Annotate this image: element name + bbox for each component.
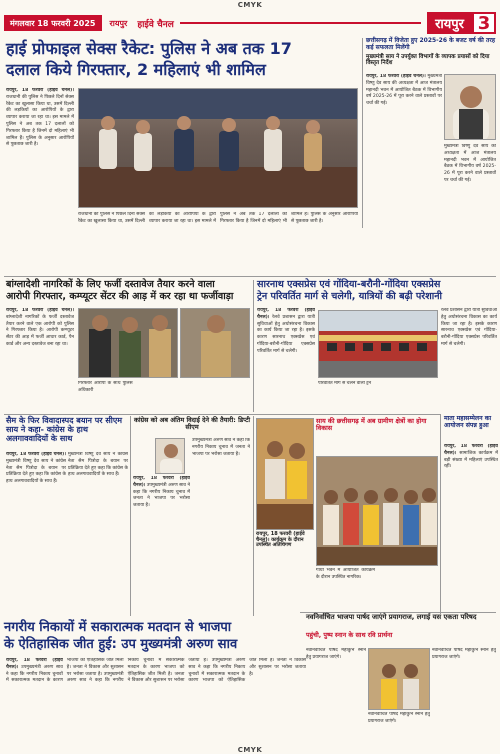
story5-body bbox=[133, 476, 190, 616]
right-bottom-body-2: नवनिर्वाचित पार्षद महाकुंभ स्नान हेतु प्रयागराज जाएंगे। bbox=[432, 648, 496, 660]
story4-body-2: मुख्यमंत्री विष्णु देव साय ने कांग्रेस नेता सैम पित्रोदा के बयान पर प्रतिक्रिया देते हुए कहा कि कांग्रेस के हाथ अलगाववादियों के साथ हैं। bbox=[68, 452, 128, 478]
story6-caption: रायपुर, 18 फरवरी (हाईवे चैनल)। कार्यक्रम के दौरान उपस्थित अतिथिगण bbox=[256, 531, 305, 549]
masthead-tagline: हाईवे चैनल bbox=[137, 19, 174, 30]
lead-photo bbox=[78, 88, 358, 208]
right-top-body-2: मुख्यमंत्री विष्णु देव साय की अध्यक्षता में आज मंत्रालय महानदी भवन में आयोजित बैठक में विभागीय वर्ष 2025-26 में पूरा करने वाले प्रस्तावों पर चर्चा की गई। bbox=[444, 144, 496, 183]
masthead-city: रायपुर bbox=[109, 18, 128, 28]
right-bottom-headline: नवनिर्वाचित भाजपा पार्षद जाएंगे प्रयागराज, लगाई यस एकता परिषद bbox=[306, 613, 477, 621]
column-rule-4 bbox=[253, 416, 254, 616]
right-mid-text: सामाजिक कार्यक्रम में बड़ी संख्या में महिलाएं उपस्थित रहीं। bbox=[444, 450, 498, 470]
story5-body-2: उपमुख्यमंत्री अरुण साव ने कहा कि नगरीय निकाय चुनाव में जनता ने भाजपा पर भरोसा जताया है। bbox=[192, 438, 250, 457]
lead-photo-figures bbox=[79, 89, 358, 208]
story3-text: रेलवे प्रशासन द्वारा यात्री सुविधाओं हेतु अधोसंरचना विकास का कार्य किया जा रहा है। इसके कारण सारनाथ एक्सप्रेस एवं गोंदिया-बरौनी-गोंदिया एक्सप्रेस परिवर्तित मार्ग से चलेगी। bbox=[257, 314, 315, 354]
right-mid-body bbox=[444, 444, 498, 564]
story3-byline: रायपुर, 18 फरवरी (हाईवे चैनल)। bbox=[257, 308, 315, 320]
cmyk-mark-top: CMYK bbox=[237, 1, 263, 9]
bottom-headline-1: नगरीय निकायों में सकारात्मक मतदान से भाजपा bbox=[4, 620, 232, 635]
story3-headline-2: ट्रेन परिवर्तित मार्ग से चलेगी, यात्रियों की बढ़ी परेशानी bbox=[257, 291, 443, 302]
column-rule-5 bbox=[440, 414, 441, 614]
lead-headline-2: दलाल किये गिरफ्तार, 2 महिलाएं भी शामिल bbox=[6, 60, 266, 79]
lead-body-cont: राजधानी की पुलिस ने पिछले दिनों सेक्स रैकेट का खुलासा किया था, उसमें दिल्ली की लड़कियों का आरोपियों के द्वारा व्यापार कराया जा रहा था। इस मामले में पुलिस ने अब तक 17 दलालों को गिरफ्तार किया है जिनमें दो महिलाएं भी शामिल हैं। पुलिस के अनुसार आरोपियों से पूछताछ जारी है। bbox=[78, 212, 358, 224]
story7-body: गांधी भवन में आयोजित कार्यक्रम के दौरान उपस्थित नागरिक। bbox=[316, 568, 375, 580]
bottom-text: उपमुख्यमंत्री अरुण साव ने कहा कि नगरीय निकाय चुनावों में सकारात्मक मतदान के कारण भाजपा को ऐतिहासिक जीत मिली है। जनता ने विकास और सुशासन पर भरोसा जताया है। bbox=[6, 658, 124, 684]
masthead bbox=[4, 12, 496, 34]
masthead-rule bbox=[180, 22, 421, 24]
group-photo-figures bbox=[317, 457, 438, 566]
story2-text: बांग्लादेशी नागरिकों के फर्जी दस्तावेज तैयार करने वाले एक आरोपी को पुलिस ने गिरफ्तार किया है। आरोपी कम्प्यूटर सेंटर की आड़ में फर्जी आधार कार्ड, पैन कार्ड और अन्य दस्तावेज बना रहा था। bbox=[6, 314, 74, 347]
right-bottom-body-3: नवनिर्वाचित पार्षद महाकुंभ स्नान हेतु प्रयागराज जाएंगे। bbox=[368, 712, 430, 724]
story6-photo-figures bbox=[257, 419, 314, 530]
bottom-text-cont: उपमुख्यमंत्री अरुण साव ने कहा कि नगरीय निकाय चुनावों में सकारात्मक मतदान के कारण भाजपा को ऐतिहासिक जीत मिली है। जनता ने विकास और सुशासन पर भरोसा जताया है। bbox=[66, 658, 208, 684]
section-banner bbox=[427, 12, 496, 34]
train-photo bbox=[318, 310, 438, 378]
story2-byline: रायपुर, 18 फरवरी (हाईवे चैनल)। bbox=[6, 308, 74, 313]
column-rule-2 bbox=[253, 280, 254, 412]
story6-photo bbox=[256, 418, 314, 530]
right-bottom-photo-figures bbox=[369, 649, 430, 710]
right-bottom-sub: पहुंची, पुष्प स्नान के साथ रवि प्रार्थना bbox=[306, 631, 393, 639]
story2-caption: गिरफ्तार आरोपी के साथ पुलिस अधिकारी bbox=[78, 381, 133, 393]
right-top-body bbox=[366, 74, 442, 224]
right-top-headline: छत्तीसगढ़ में विजेता हुए 2025-26 के बजट वर्ष की तरह कई सफलता मिलेंगी bbox=[366, 37, 496, 51]
bottom-byline: रायपुर, 18 फरवरी (हाईवे चैनल)। bbox=[6, 658, 63, 670]
story2-photo-figures bbox=[79, 309, 178, 378]
story2-photo-2-figures bbox=[181, 309, 250, 378]
right-top-byline: रायपुर, 18 फरवरी (हाईवे चैनल)। bbox=[366, 74, 426, 79]
right-bottom-body: नवनिर्वाचित पार्षद महाकुंभ स्नान हेतु प्रयागराज जाएंगे। bbox=[306, 648, 366, 660]
story2-photo bbox=[78, 308, 178, 378]
right-bottom-photo bbox=[368, 648, 430, 710]
cmyk-mark-bottom: CMYK bbox=[237, 746, 263, 754]
story2-headline-2: आरोपी गिरफ्तार, कम्प्यूटर सेंटर की आड़ में कर रहा था फर्जीवाड़ा bbox=[6, 291, 234, 302]
story2-photo-2 bbox=[180, 308, 250, 378]
story5-headline: कांग्रेस को अब अंतिम विदाई देने की तैयारी: डिप्टी सीएम bbox=[133, 416, 251, 432]
lead-byline: रायपुर, 18 फरवरी (हाईवे चैनल)। bbox=[6, 88, 74, 93]
train-icon bbox=[319, 311, 438, 378]
bottom-headline-2: के ऐतिहासिक जीत हुई: उप मुख्यमंत्री अरुण साव bbox=[4, 637, 238, 652]
masthead-date: मंगलवार 18 फरवरी 2025 bbox=[4, 15, 102, 31]
right-top-text: मुख्यमंत्री विष्णु देव साय की अध्यक्षता में आज मंत्रालय महानदी भवन में आयोजित बैठक में विभागीय वर्ष 2025-26 में पूरा करने वाले प्रस्तावों पर चर्चा की गई। bbox=[366, 74, 442, 107]
column-rule bbox=[362, 38, 363, 228]
right-top-sub: मुख्यमंत्री साय ने उपर्युक्त विभागों के व्यापक प्रयासों को दिया विस्तृत निर्देश bbox=[366, 54, 490, 67]
section-rule-1 bbox=[4, 276, 496, 277]
story3-caption: परिवर्तित मार्ग से चलने वाली ट्रेन bbox=[318, 381, 372, 386]
story4-byline: रायपुर, 18 फरवरी (हाईवे चैनल)। bbox=[6, 452, 66, 457]
column-rule-3 bbox=[130, 416, 131, 616]
right-mid-byline: रायपुर, 18 फरवरी (हाईवे चैनल)। bbox=[444, 444, 498, 456]
story4-headline: सैम के फिर विवादास्पद बयान पर सीएम साय ने कहा- कांग्रेस के हाथ अलगाववादियों के साथ bbox=[6, 416, 123, 443]
story3-headline-1: सारनाथ एक्सप्रेस एवं गोंदिया-बरौनी-गोंदिया एक्सप्रेस bbox=[257, 279, 441, 290]
story5-text: उपमुख्यमंत्री अरुण साव ने कहा कि नगरीय निकाय चुनाव में जनता ने भाजपा पर भरोसा जताया है। bbox=[133, 482, 190, 509]
portrait-icon bbox=[156, 439, 185, 474]
lead-text: राजधानी की पुलिस ने पिछले दिनों सेक्स रैकेट का खुलासा किया था, उसमें दिल्ली की लड़कियों का आरोपियों के द्वारा व्यापार कराया जा रहा था। इस मामले में पुलिस ने अब तक 17 दलालों को गिरफ्तार किया है जिनमें दो महिलाएं भी शामिल हैं। पुलिस के अनुसार आरोपियों से पूछताछ जारी है। bbox=[6, 94, 74, 148]
story3-body-2: रेलवे प्रशासन द्वारा यात्री सुविधाओं हेतु अधोसंरचना विकास का कार्य किया जा रहा है। इसके कारण सारनाथ एक्सप्रेस एवं गोंदिया-बरौनी-गोंदिया एक्सप्रेस परिवर्तित मार्ग से चलेगी। bbox=[441, 308, 497, 347]
story5-byline: रायपुर, 18 फरवरी (हाईवे चैनल)। bbox=[133, 476, 190, 488]
section-name: रायपुर bbox=[435, 17, 464, 32]
right-mid-headline: माता महासम्मेलन का आयोजन संपन्न हुआ bbox=[444, 415, 492, 429]
page-number: 3 bbox=[472, 12, 496, 34]
story4-text: मुख्यमंत्री विष्णु देव साय ने कांग्रेस नेता सैम पित्रोदा के बयान पर प्रतिक्रिया देते हुए कहा कि कांग्रेस के हाथ अलगाववादियों के साथ हैं। bbox=[6, 458, 66, 485]
story3-body bbox=[257, 308, 315, 408]
story5-portrait bbox=[155, 438, 185, 474]
section-rule-2 bbox=[4, 414, 440, 415]
story6-headline: साय की छत्तीसगढ़ में अब ग्रामीण क्षेत्रों का होगा विकास bbox=[316, 417, 427, 433]
story2-body bbox=[6, 308, 74, 412]
bottom-body bbox=[6, 658, 306, 746]
bottom-text-cont-2: उपमुख्यमंत्री अरुण साव ने कहा कि नगरीय निकाय चुनावों में सकारात्मक मतदान के कारण भाजपा को ऐतिहासिक जीत मिली है। जनता ने विकास और सुशासन पर भरोसा जताया है। bbox=[188, 658, 306, 684]
cm-portrait bbox=[444, 74, 496, 140]
group-photo bbox=[316, 456, 438, 566]
lead-body bbox=[6, 88, 74, 272]
lead-headline-1: हाई प्रोफाइल सेक्स रैकेट: पुलिस ने अब तक 17 bbox=[6, 39, 292, 58]
story2-headline-1: बांग्लादेशी नागरिकों के लिए फर्जी दस्तावेज तैयार करने वाला bbox=[6, 279, 215, 290]
story4-body bbox=[6, 452, 66, 617]
portrait-icon bbox=[445, 75, 496, 140]
